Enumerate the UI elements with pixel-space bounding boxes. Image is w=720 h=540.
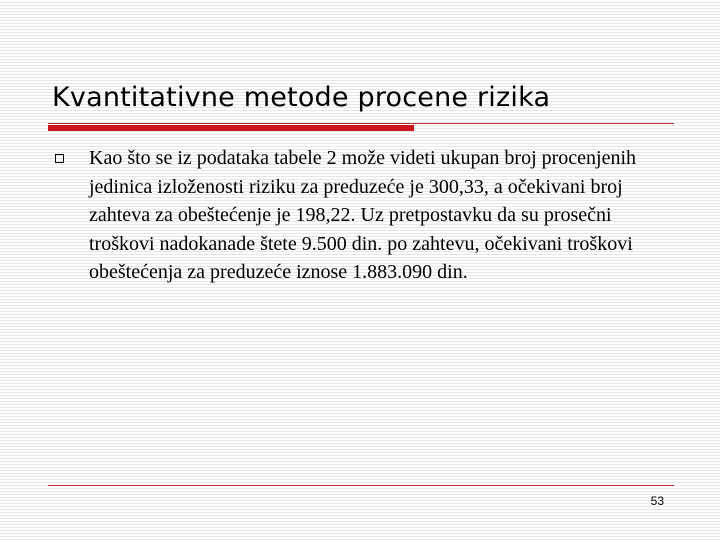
bullet-text: Kao što se iz podataka tabele 2 može videti ukupan broj procenjenih jedinica izloženosti riziku za preduzeće je 300,33, a očekivani broj zahteva za obeštećenje je 198,22. Uz pretpostavku da su prosečni troškovi nadokanade štete 9.500 din. po zahtevu, očekivani troškovi obeštećenja za preduzeće iznose 1.883.090 din. <box>89 147 637 284</box>
page-number: 53 <box>650 494 664 508</box>
footer-rule <box>48 485 674 486</box>
slide-title: Kvantitativne metode procene rizika <box>52 82 551 113</box>
hollow-square-bullet-icon <box>55 154 64 163</box>
title-underline-thin <box>48 123 674 124</box>
title-underline-accent <box>48 125 414 131</box>
